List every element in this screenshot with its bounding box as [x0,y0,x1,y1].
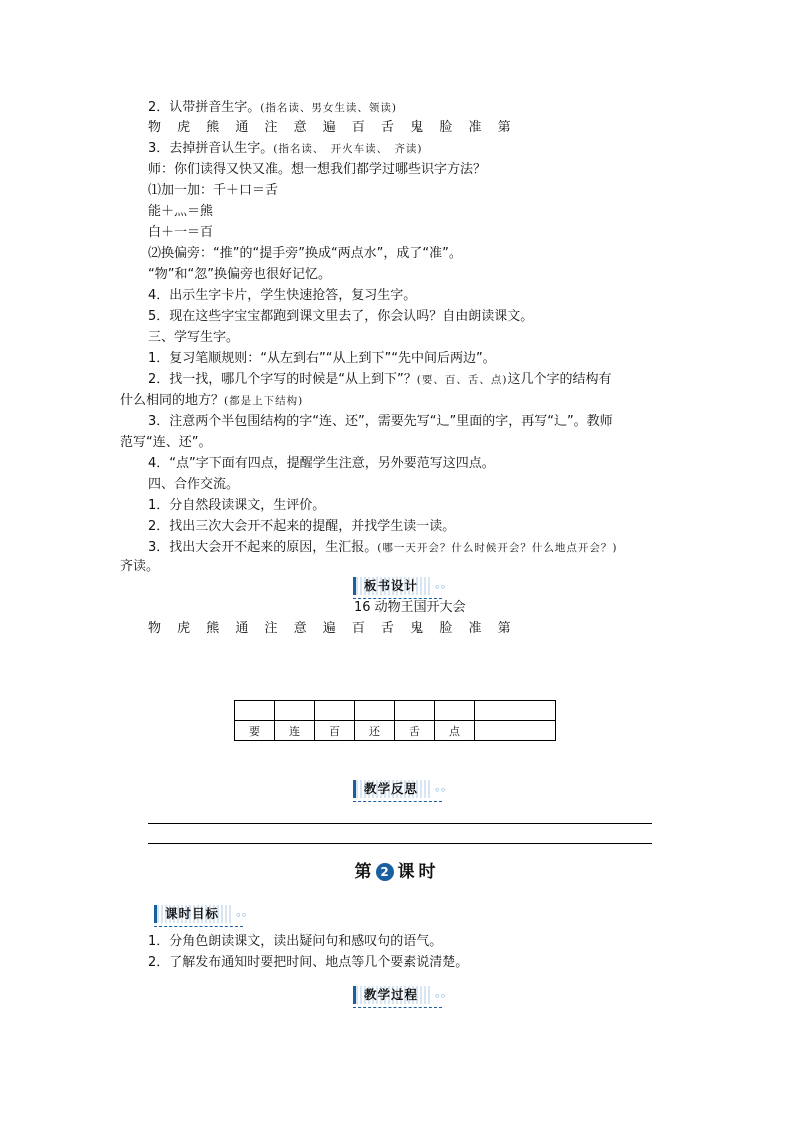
table-cell: 连 [275,721,315,741]
lesson-number-icon: 2 [376,863,394,881]
step-text: 2．找一找，哪几个字写的时候是“从上到下”？ [148,372,417,387]
table-cell [395,701,435,721]
badge-label: 教学反思 [364,781,419,796]
step-text: 3．找出大会开不起来的原因，生汇报。 [148,540,378,555]
table-cell [355,701,395,721]
goals-badge [154,905,248,923]
step-text: 2．认带拼音生字。 [148,100,261,115]
table-row [235,701,556,721]
table-cell [275,701,315,721]
writing-step-4: 4．“点”字下面有四点，提醒学生注意，另外要范写这四点。 [148,456,495,471]
table-cell [315,701,355,721]
teacher-question: 师：你们读得又快又准。想一想我们都学过哪些识字方法？ [148,162,487,177]
writing-step-3-cont: 范写“连、还”。 [120,435,212,450]
reflection-rule [148,843,652,844]
writing-step-2 [148,371,611,389]
dots-decoration-icon: ◦◦ [434,786,447,796]
method-add: ⑴加一加：千＋口＝舌 [148,183,279,198]
dots-decoration-icon: ◦◦ [434,992,447,1002]
method-radical-example: “物”和“忽”换偏旁也很好记忆。 [148,267,331,282]
method-add-example: 白＋一＝百 [148,225,214,240]
title-text: 第 [354,862,376,882]
badge-label: 课时目标 [165,906,220,921]
step-4: 4．出示生字卡片，学生快速抢答，复习生字。 [148,288,417,303]
step-text: 什么相同的地方？ [120,393,225,408]
step-note: (都是上下结构) [224,395,304,407]
writing-step-2-cont [120,392,303,410]
table-cell: 还 [355,721,395,741]
table-cell: 百 [315,721,355,741]
process-badge [353,986,447,1004]
method-radical: ⑵换偏旁：“推”的“提手旁”换成“两点水”，成了“准”。 [148,246,462,261]
section-heading: 四、合作交流。 [148,477,240,492]
table-cell: 点 [435,721,475,741]
exchange-step-2: 2．找出三次大会开不起来的提醒，并找学生读一读。 [148,519,456,534]
step-2 [148,99,397,117]
table-cell [235,701,275,721]
new-characters-list: 物 虎 熊 通 注 意 遍 百 舌 鬼 脸 准 第 [148,120,517,135]
writing-step-3: 3．注意两个半包围结构的字“连、还”，需要先写“辶”里面的字，再写“辶”。教师 [148,414,613,429]
step-note: (哪一天开会？什么时候开会？什么地点开会？) [377,542,618,554]
exchange-step-1: 1．分自然段读课文，生评价。 [148,498,326,513]
step-text: 这几个字的结构有 [507,372,612,387]
table-cell [435,701,475,721]
step-5: 5．现在这些字宝宝都跑到课文里去了，你会认吗？自由朗读课文。 [148,309,534,324]
table-row [235,721,556,741]
exchange-step-3-cont: 齐读。 [120,559,160,574]
dots-decoration-icon: ◦◦ [434,583,447,593]
exchange-step-3 [148,539,617,557]
table-cell: 舌 [395,721,435,741]
step-text: 3．去掉拼音认生字。 [148,141,274,156]
title-text: 课时 [397,862,440,882]
table-cell: 要 [235,721,275,741]
reflection-rule [148,823,652,824]
table-cell [475,721,556,741]
board-design-badge [353,577,447,595]
lesson-2-title [0,857,794,882]
dots-decoration-icon: ◦◦ [235,911,248,921]
step-note: (指名读、 开火车读、 齐读) [273,143,423,155]
goal-2: 2．了解发布通知时要把时间、地点等几个要素说清楚。 [148,955,469,970]
badge-label: 板书设计 [364,578,419,593]
table-cell [475,701,556,721]
board-characters: 物 虎 熊 通 注 意 遍 百 舌 鬼 脸 准 第 [148,621,517,636]
goal-1: 1．分角色朗读课文，读出疑问句和感叹句的语气。 [148,934,443,949]
board-title: 16 动物王国开大会 [354,600,466,615]
step-note: (指名读、男女生读、领读) [260,102,397,114]
step-3 [148,140,422,158]
section-heading: 三、学写生字。 [148,330,240,345]
writing-step-1: 1．复习笔顺规则：“从左到右”“从上到下”“先中间后两边”。 [148,351,496,366]
reflection-badge [353,780,447,798]
method-add-example: 能＋灬＝熊 [148,204,214,219]
badge-label: 教学过程 [364,987,419,1002]
step-note: (要、百、舌、点) [416,374,508,386]
writing-chars-table [234,700,556,741]
